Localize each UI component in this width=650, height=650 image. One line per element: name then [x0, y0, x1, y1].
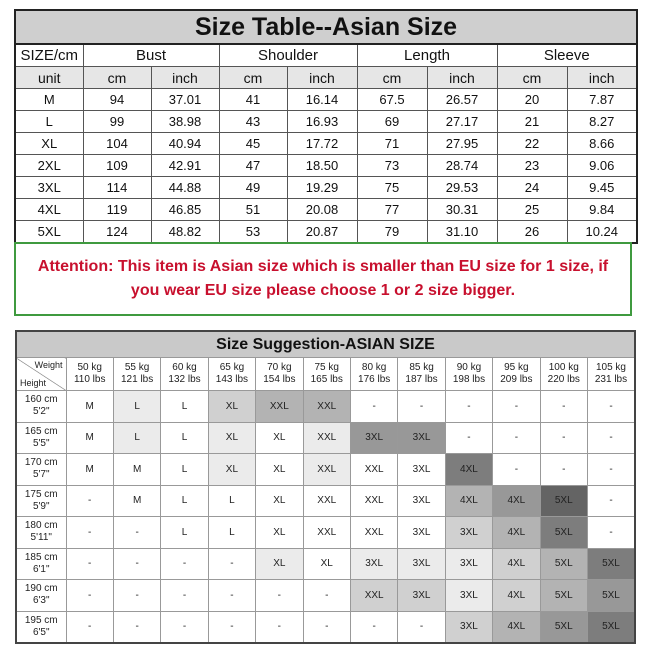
measurement-cell: 19.29 [287, 177, 357, 199]
weight-kg: 65 kg [219, 362, 245, 373]
measurement-cell: 69 [357, 111, 427, 133]
height-axis-label: Height [20, 378, 47, 388]
measurement-cell: 26 [497, 221, 567, 244]
suggested-size-cell: XXL [303, 454, 350, 486]
weight-header-cell [303, 358, 350, 391]
suggested-size-cell: 3XL [445, 611, 492, 643]
suggested-size-cell: - [350, 611, 397, 643]
measurement-cell: 20.08 [287, 199, 357, 221]
suggested-size-cell: L [161, 517, 208, 549]
height-cm: 185 cm [24, 551, 58, 563]
suggested-size-cell: L [113, 391, 160, 423]
suggested-size-cell: 3XL [398, 580, 445, 612]
weight-header-cell [113, 358, 160, 391]
suggested-size-cell: - [303, 580, 350, 612]
weight-header-cell [208, 358, 255, 391]
weight-header-cell [256, 358, 303, 391]
measurement-cell: 17.72 [287, 133, 357, 155]
suggested-size-cell: - [398, 611, 445, 643]
measurement-cell: 46.85 [151, 199, 219, 221]
suggested-size-cell: - [256, 580, 303, 612]
height-ft: 5'2" [32, 406, 50, 418]
measurement-cell: 9.84 [567, 199, 637, 221]
suggested-size-cell: XXL [256, 391, 303, 423]
suggested-size-cell: L [161, 422, 208, 454]
size-label-cell: L [15, 111, 83, 133]
measurement-cell: 53 [219, 221, 287, 244]
bust-header: Bust [83, 44, 219, 67]
measurement-cell: 75 [357, 177, 427, 199]
suggested-size-cell: L [161, 391, 208, 423]
height-ft: 5'9" [32, 500, 50, 512]
suggested-size-cell: 5XL [587, 611, 635, 643]
weight-lbs: 209 lbs [500, 374, 533, 385]
suggested-size-cell: - [540, 422, 587, 454]
suggested-size-cell: 5XL [540, 548, 587, 580]
weight-lbs: 143 lbs [215, 374, 249, 385]
corner-cell [16, 358, 66, 391]
height-row [16, 391, 635, 423]
weight-lbs: 198 lbs [452, 374, 486, 385]
unit-cell: inch [151, 67, 219, 89]
weight-lbs: 165 lbs [310, 374, 343, 385]
suggested-size-cell: - [113, 548, 160, 580]
height-cm: 190 cm [24, 583, 58, 595]
measurement-cell: 40.94 [151, 133, 219, 155]
measurement-cell: 73 [357, 155, 427, 177]
suggested-size-cell: - [445, 391, 492, 423]
weight-lbs: 154 lbs [263, 374, 296, 385]
size-table-body [15, 89, 637, 244]
shoulder-header: Shoulder [219, 44, 357, 67]
weight-axis-label: Weight [34, 360, 63, 370]
size-row [15, 133, 637, 155]
weight-kg: 55 kg [124, 362, 150, 373]
height-header-cell [16, 391, 66, 423]
unit-cell: inch [427, 67, 497, 89]
suggested-size-cell: - [66, 580, 113, 612]
suggested-size-cell: XXL [303, 517, 350, 549]
unit-cell: cm [357, 67, 427, 89]
weight-lbs: 132 lbs [168, 374, 201, 385]
suggested-size-cell: L [161, 485, 208, 517]
suggested-size-cell: - [113, 580, 160, 612]
sleeve-header: Sleeve [497, 44, 637, 67]
measurement-cell: 8.27 [567, 111, 637, 133]
unit-row [15, 67, 637, 89]
weight-lbs: 121 lbs [120, 374, 154, 385]
suggested-size-cell: L [113, 422, 160, 454]
weight-header-cell [398, 358, 445, 391]
measurement-cell: 16.14 [287, 89, 357, 111]
suggested-size-cell: 4XL [493, 548, 540, 580]
suggested-size-cell: - [303, 611, 350, 643]
suggested-size-cell: 3XL [445, 580, 492, 612]
weight-kg: 85 kg [409, 362, 434, 373]
size-row [15, 111, 637, 133]
size-row [15, 177, 637, 199]
suggested-size-cell: 5XL [587, 548, 635, 580]
height-header-cell [16, 580, 66, 612]
suggested-size-cell: - [587, 422, 635, 454]
suggested-size-cell: XXL [350, 454, 397, 486]
measurement-cell: 9.45 [567, 177, 637, 199]
weight-header-cell [587, 358, 635, 391]
suggested-size-cell: L [161, 454, 208, 486]
suggested-size-cell: M [66, 422, 113, 454]
measurement-cell: 29.53 [427, 177, 497, 199]
suggested-size-cell: XL [256, 485, 303, 517]
suggested-size-cell: - [445, 422, 492, 454]
suggested-size-cell: XL [208, 422, 255, 454]
measurement-cell: 114 [83, 177, 151, 199]
weight-kg: 70 kg [267, 362, 292, 373]
measurement-cell: 30.31 [427, 199, 497, 221]
length-header: Length [357, 44, 497, 67]
suggested-size-cell: - [66, 548, 113, 580]
height-row [16, 485, 635, 517]
weight-kg: 50 kg [77, 362, 102, 373]
suggested-size-cell: XXL [303, 391, 350, 423]
height-header-cell [16, 611, 66, 643]
measurement-cell: 10.24 [567, 221, 637, 244]
suggested-size-cell: - [587, 454, 635, 486]
attention-text [32, 255, 614, 303]
measurement-cell: 23 [497, 155, 567, 177]
suggested-size-cell: 4XL [493, 485, 540, 517]
weight-kg: 60 kg [172, 362, 197, 373]
size-header: SIZE/cm [15, 44, 83, 67]
suggested-size-cell: XL [303, 548, 350, 580]
measurement-cell: 109 [83, 155, 151, 177]
suggested-size-cell: - [66, 611, 113, 643]
weight-lbs: 176 lbs [358, 374, 391, 385]
measurement-cell: 99 [83, 111, 151, 133]
suggested-size-cell: - [540, 391, 587, 423]
weight-kg: 105 kg [595, 362, 626, 373]
suggested-size-cell: - [161, 548, 208, 580]
height-row [16, 580, 635, 612]
suggested-size-cell: - [493, 454, 540, 486]
suggested-size-cell: - [587, 391, 635, 423]
suggested-size-cell: XXL [303, 422, 350, 454]
unit-label: unit [15, 67, 83, 89]
suggested-size-cell: - [208, 611, 255, 643]
suggested-size-cell: M [66, 454, 113, 486]
suggested-size-cell: - [113, 611, 160, 643]
unit-cell: inch [567, 67, 637, 89]
weight-header-cell [445, 358, 492, 391]
measurement-cell: 22 [497, 133, 567, 155]
height-cm: 160 cm [24, 394, 58, 406]
suggested-size-cell: L [208, 485, 255, 517]
suggested-size-cell: 3XL [350, 422, 397, 454]
size-label-cell: 5XL [15, 221, 83, 244]
weight-kg: 80 kg [361, 362, 387, 373]
suggested-size-cell: - [256, 611, 303, 643]
measurement-cell: 45 [219, 133, 287, 155]
suggested-size-cell: 5XL [587, 580, 635, 612]
measurement-cell: 28.74 [427, 155, 497, 177]
weight-header-cell [540, 358, 587, 391]
weight-kg: 75 kg [314, 362, 339, 373]
height-cm: 195 cm [24, 614, 58, 626]
weight-header-cell [66, 358, 113, 391]
height-ft: 6'1" [32, 563, 50, 575]
suggested-size-cell: M [66, 391, 113, 423]
suggested-size-cell: 3XL [398, 454, 445, 486]
suggested-size-cell: XL [256, 454, 303, 486]
measurement-cell: 77 [357, 199, 427, 221]
height-ft: 5'7" [32, 469, 50, 481]
height-header-cell [16, 422, 66, 454]
suggested-size-cell: M [113, 485, 160, 517]
height-ft: 6'5" [32, 626, 50, 638]
measurement-cell: 26.57 [427, 89, 497, 111]
measurement-cell: 21 [497, 111, 567, 133]
suggested-size-cell: - [208, 548, 255, 580]
height-header-cell [16, 454, 66, 486]
suggestion-body [16, 391, 635, 644]
suggested-size-cell: 3XL [398, 517, 445, 549]
suggested-size-cell: XXL [303, 485, 350, 517]
unit-cell: cm [219, 67, 287, 89]
height-header-cell [16, 517, 66, 549]
suggested-size-cell: XXL [350, 517, 397, 549]
suggested-size-cell: 4XL [445, 485, 492, 517]
measurement-cell: 38.98 [151, 111, 219, 133]
weight-header-cell [350, 358, 397, 391]
size-label-cell: 2XL [15, 155, 83, 177]
suggested-size-cell: 4XL [493, 611, 540, 643]
measurement-cell: 9.06 [567, 155, 637, 177]
measurement-cell: 94 [83, 89, 151, 111]
suggested-size-cell: - [208, 580, 255, 612]
measurement-cell: 24 [497, 177, 567, 199]
measurement-cell: 119 [83, 199, 151, 221]
weight-lbs: 231 lbs [594, 374, 628, 385]
measurement-cell: 31.10 [427, 221, 497, 244]
size-label-cell: XL [15, 133, 83, 155]
measurement-cell: 27.17 [427, 111, 497, 133]
measurement-cell: 20.87 [287, 221, 357, 244]
height-ft: 5'5" [32, 437, 50, 449]
suggested-size-cell: 3XL [445, 517, 492, 549]
suggested-size-cell: 5XL [540, 580, 587, 612]
weight-kg: 95 kg [504, 362, 529, 373]
size-label-cell: 3XL [15, 177, 83, 199]
measurement-cell: 48.82 [151, 221, 219, 244]
suggested-size-cell: 5XL [540, 485, 587, 517]
suggested-size-cell: XXL [350, 485, 397, 517]
attention-line-2: you wear EU size please choose 1 or 2 size bigger. [130, 282, 516, 299]
suggested-size-cell: XL [256, 548, 303, 580]
suggested-size-cell: - [161, 580, 208, 612]
suggested-size-cell: M [113, 454, 160, 486]
suggested-size-cell: 5XL [540, 517, 587, 549]
measurement-cell: 51 [219, 199, 287, 221]
measurement-cell: 67.5 [357, 89, 427, 111]
attention-box [14, 242, 632, 316]
size-table-title: Size Table--Asian Size [15, 10, 637, 44]
weight-lbs: 187 lbs [405, 374, 438, 385]
suggested-size-cell: 3XL [445, 548, 492, 580]
suggested-size-cell: - [587, 485, 635, 517]
height-cm: 180 cm [24, 520, 58, 532]
suggested-size-cell: XL [256, 517, 303, 549]
suggested-size-cell: 4XL [493, 580, 540, 612]
suggested-size-cell: XL [256, 422, 303, 454]
measurement-cell: 20 [497, 89, 567, 111]
suggested-size-cell: 5XL [540, 611, 587, 643]
weight-header-cell [493, 358, 540, 391]
unit-cell: cm [497, 67, 567, 89]
weight-header-cell [161, 358, 208, 391]
measurement-cell: 71 [357, 133, 427, 155]
measurement-cell: 7.87 [567, 89, 637, 111]
suggested-size-cell: L [208, 517, 255, 549]
measurement-cell: 42.91 [151, 155, 219, 177]
size-row [15, 155, 637, 177]
size-label-cell: M [15, 89, 83, 111]
measurement-cell: 18.50 [287, 155, 357, 177]
measurement-cell: 25 [497, 199, 567, 221]
height-row [16, 548, 635, 580]
measurement-cell: 104 [83, 133, 151, 155]
suggested-size-cell: 3XL [398, 548, 445, 580]
suggested-size-cell: - [493, 422, 540, 454]
weight-header-row [16, 358, 635, 391]
suggestion-title: Size Suggestion-ASIAN SIZE [16, 331, 635, 358]
size-row [15, 221, 637, 244]
suggested-size-cell: - [66, 485, 113, 517]
unit-cell: cm [83, 67, 151, 89]
suggested-size-cell: XXL [350, 580, 397, 612]
measurement-cell: 49 [219, 177, 287, 199]
measurement-cell: 79 [357, 221, 427, 244]
suggested-size-cell: - [66, 517, 113, 549]
suggested-size-cell: - [161, 611, 208, 643]
height-cm: 165 cm [24, 425, 58, 437]
measurement-cell: 8.66 [567, 133, 637, 155]
suggested-size-cell: XL [208, 391, 255, 423]
weight-lbs: 110 lbs [73, 374, 106, 385]
height-cm: 175 cm [24, 488, 58, 500]
measurement-cell: 16.93 [287, 111, 357, 133]
suggested-size-cell: 3XL [350, 548, 397, 580]
suggested-size-cell: - [398, 391, 445, 423]
size-row [15, 199, 637, 221]
height-ft: 5'11" [30, 532, 52, 544]
suggested-size-cell: - [350, 391, 397, 423]
size-row [15, 89, 637, 111]
height-row [16, 454, 635, 486]
size-table [14, 9, 638, 244]
suggested-size-cell: 3XL [398, 485, 445, 517]
measurement-cell: 27.95 [427, 133, 497, 155]
size-label-cell: 4XL [15, 199, 83, 221]
measurement-cell: 37.01 [151, 89, 219, 111]
measurement-cell: 44.88 [151, 177, 219, 199]
size-suggestion-table [15, 330, 636, 644]
height-row [16, 517, 635, 549]
attention-line-1: Attention: This item is Asian size which is smaller than EU size for 1 size, if [37, 258, 609, 275]
weight-lbs: 220 lbs [547, 374, 580, 385]
suggested-size-cell: - [493, 391, 540, 423]
suggested-size-cell: 4XL [445, 454, 492, 486]
height-cm: 170 cm [24, 457, 58, 469]
weight-kg: 90 kg [456, 362, 482, 373]
suggested-size-cell: XL [208, 454, 255, 486]
suggested-size-cell: - [113, 517, 160, 549]
unit-cell: inch [287, 67, 357, 89]
suggested-size-cell: - [587, 517, 635, 549]
height-header-cell [16, 485, 66, 517]
size-table-header-row [15, 44, 637, 67]
height-row [16, 422, 635, 454]
suggested-size-cell: 3XL [398, 422, 445, 454]
height-header-cell [16, 548, 66, 580]
weight-kg: 100 kg [548, 362, 579, 373]
height-ft: 6'3" [32, 595, 50, 607]
measurement-cell: 124 [83, 221, 151, 244]
suggested-size-cell: 4XL [493, 517, 540, 549]
measurement-cell: 41 [219, 89, 287, 111]
measurement-cell: 47 [219, 155, 287, 177]
suggested-size-cell: - [540, 454, 587, 486]
height-row [16, 611, 635, 643]
measurement-cell: 43 [219, 111, 287, 133]
